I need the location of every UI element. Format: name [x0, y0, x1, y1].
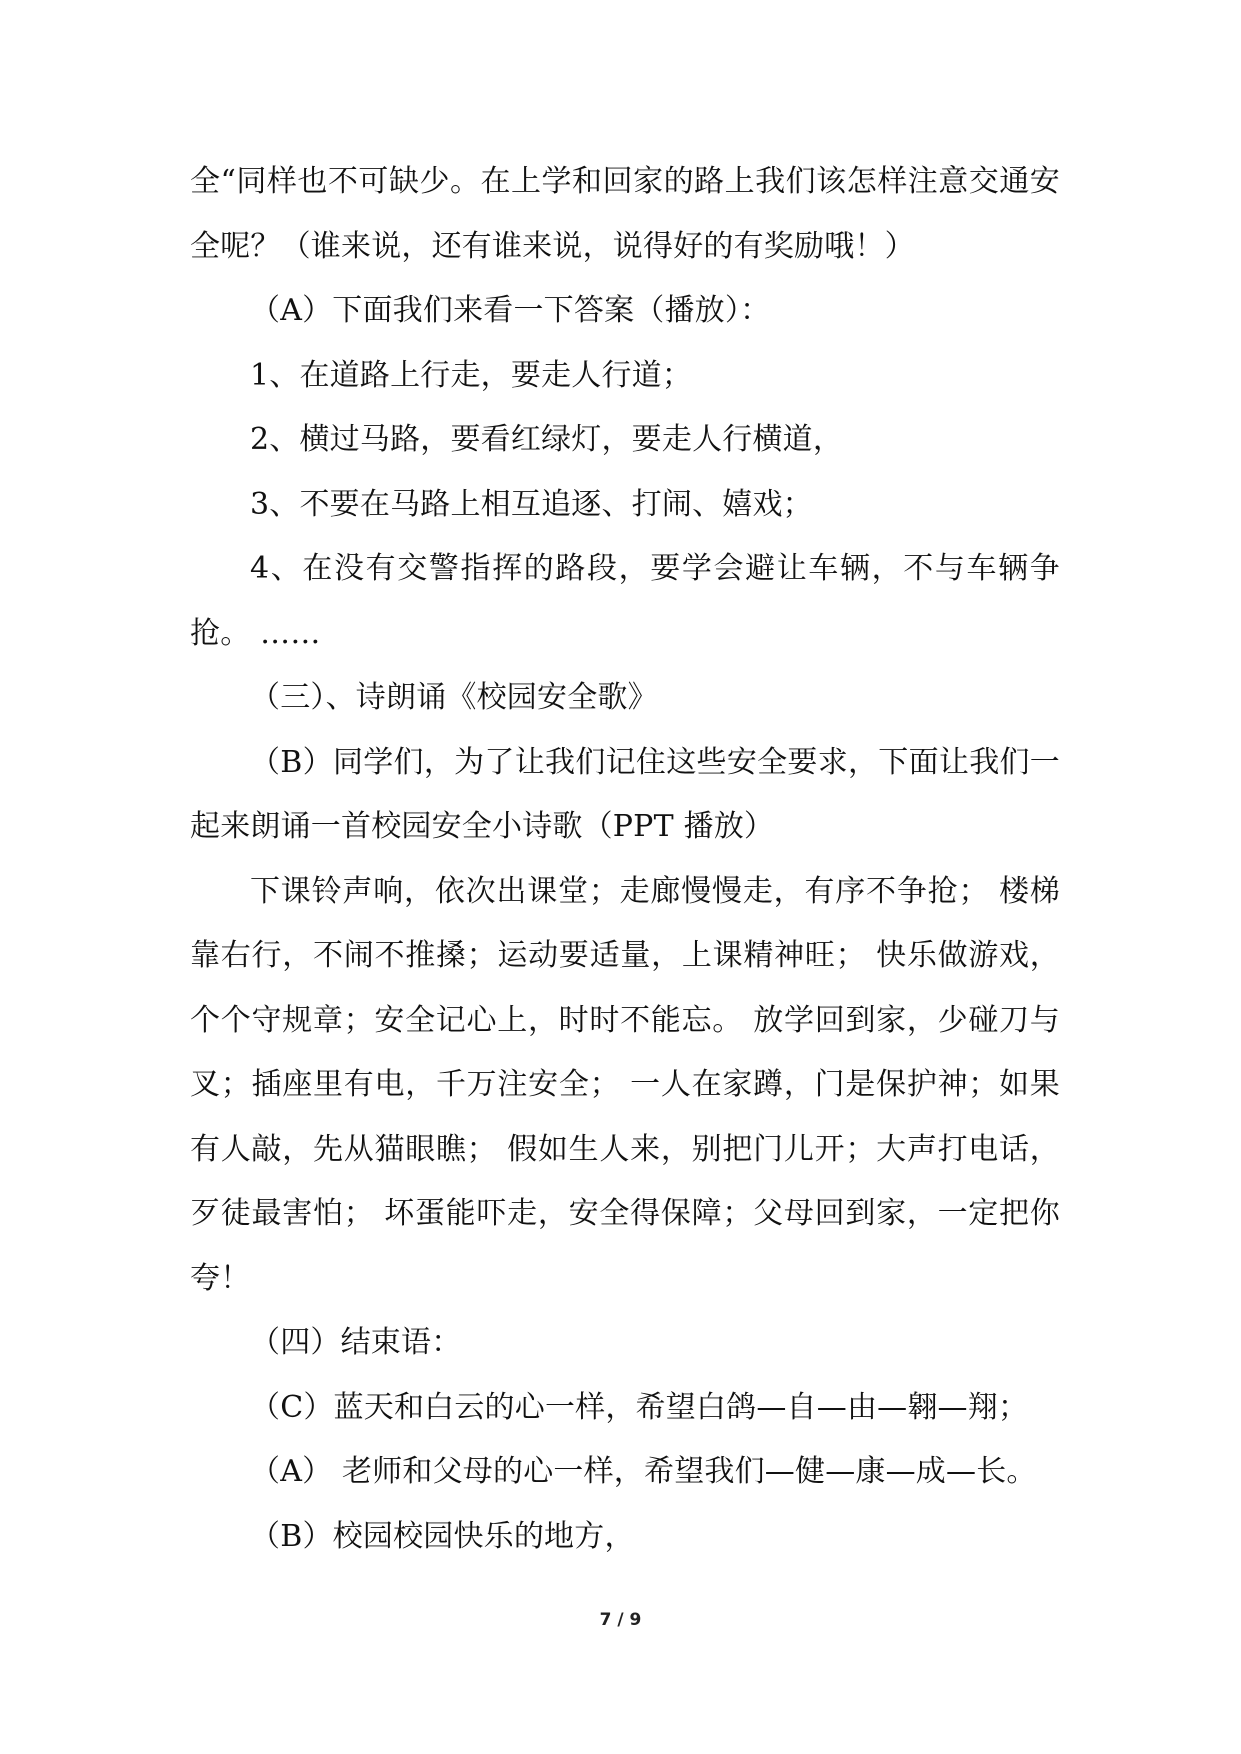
list-item-2: 2、横过马路，要看红绿灯，要走人行横道， — [250, 422, 844, 457]
list-item-3: 3、不要在马路上相互追逐、打闹、嬉戏； — [250, 486, 813, 522]
closing-line-b: （B）校园校园快乐的地方， — [250, 1518, 635, 1554]
paragraph-poem-intro: （B）同学们，为了让我们记住这些安全要求，下面让我们一起来朗诵一首校园安全小诗歌（PPT 播放） — [190, 744, 1060, 844]
paragraph-poem-text: 下课铃声响，依次出课堂；走廊慢慢走，有序不争抢； 楼梯靠右行，不闹不推搡；运动要适量，上课精神旺； 快乐做游戏，个个守规章；安全记心上，时时不能忘。 放学回到家，少碰刀与叉；插座里有电，千万注安全； 一人在家蹲，门是保护神；如果有人敲，先从猫眼瞧； 假如生人来，别把门儿开；大声打电话，歹徒最害怕； 坏蛋能吓走，安全得保障；父母回到家，一定把你夸！ — [190, 873, 1060, 1296]
paragraph-answer-intro: （A）下面我们来看一下答案（播放）： — [250, 293, 771, 328]
paragraph-safety-question: 全“同样也不可缺少。在上学和回家的路上我们该怎样注意交通安全呢？（谁来说，还有谁来说，说得好的有奖励哦！） — [190, 164, 1060, 264]
closing-line-a: （A） 老师和父母的心一样，希望我们—健—康—成—长。 — [250, 1454, 1037, 1489]
section-heading-closing: （四）结束语： — [250, 1325, 462, 1360]
document-body — [190, 150, 1060, 1569]
list-item-1: 1、在道路上行走，要走人行道； — [250, 357, 693, 393]
list-item-4: 4、在没有交警指挥的路段，要学会避让车辆，不与车辆争抢。 …… — [190, 551, 1060, 651]
page-number: 7 / 9 — [599, 1610, 642, 1630]
section-heading-poem: （三）、诗朗诵《校园安全歌》 — [250, 680, 658, 715]
closing-line-c: （C）蓝天和白云的心一样，希望白鸽—自—由—翱—翔； — [250, 1389, 1029, 1425]
